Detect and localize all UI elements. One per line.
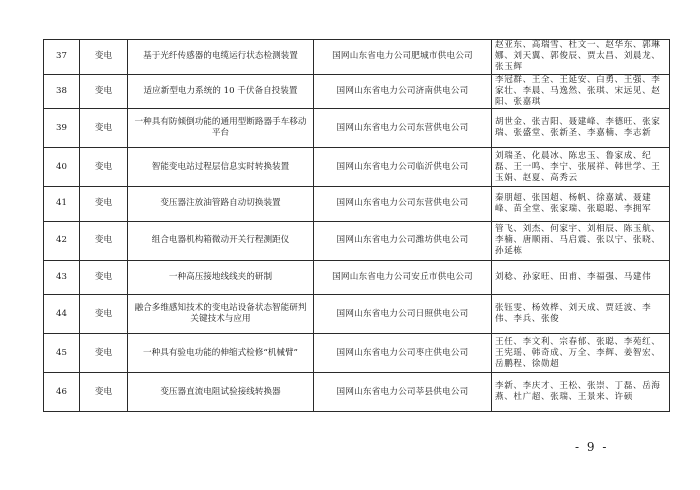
table-row [44,74,670,109]
row-unit: 国网山东省电力公司东营供电公司 [314,109,492,148]
row-title: 变压器直流电阻试验接线转换器 [128,373,314,412]
row-number: 46 [44,373,80,412]
row-people: 管飞、刘杰、何家宇、刘相辰、陈玉航、李楠、唐顺雨、马启震、张以宁、张晓、孙延栋 [492,221,670,260]
table-row [44,260,670,295]
row-number: 42 [44,221,80,260]
row-people: 刘稔、孙家旺、田甫、李福强、马建伟 [492,260,670,295]
row-number: 45 [44,334,80,373]
row-people: 赵亚东、高瑞雪、杜文一、赵华东、郭琳娜、刘天翼、郭俊辰、贾太昌、刘晨龙、张玉辉 [492,40,670,75]
row-major: 变电 [80,221,128,260]
row-major: 变电 [80,373,128,412]
row-major: 变电 [80,74,128,109]
row-people: 王任、李文利、宗春郁、张聪、李苑红、王宪瑶、韩奇成、万全、李辉、姜智宏、岳鹏程、徐勋超 [492,334,670,373]
row-number: 44 [44,295,80,334]
row-unit: 国网山东省电力公司临沂供电公司 [314,148,492,187]
row-major: 变电 [80,334,128,373]
row-people: 秦朋超、张国超、杨帆、徐嘉斌、聂建峰、苗全堂、张家瑞、张聪聪、李拥军 [492,187,670,222]
row-unit: 国网山东省电力公司济南供电公司 [314,74,492,109]
table-row [44,334,670,373]
table-body [44,40,670,412]
row-unit: 国网山东省电力公司莘县供电公司 [314,373,492,412]
row-number: 43 [44,260,80,295]
row-major: 变电 [80,295,128,334]
row-unit: 国网山东省电力公司潍坊供电公司 [314,221,492,260]
awards-table [43,39,670,412]
row-unit: 国网山东省电力公司肥城市供电公司 [314,40,492,75]
row-number: 37 [44,40,80,75]
row-people: 张钰雯、杨效桦、刘天成、贾廷波、李伟、李兵、张俊 [492,295,670,334]
row-title: 变压器注放油管路自动切换装置 [128,187,314,222]
row-title: 一种具有防倾倒功能的通用型断路器手车移动平台 [128,109,314,148]
table-row [44,148,670,187]
row-unit: 国网山东省电力公司安丘市供电公司 [314,260,492,295]
row-people: 李新、李庆才、王松、张崇、丁磊、岳海燕、杜广超、张瑞、王景来、许硕 [492,373,670,412]
table-row [44,109,670,148]
row-people: 刘瑞圣、化晨冰、陈忠玉、鲁家成、纪磊、王一鸣、李宁、张展祥、韩世学、王玉娟、赵夏、高秀云 [492,148,670,187]
row-number: 39 [44,109,80,148]
table-row [44,295,670,334]
row-major: 变电 [80,40,128,75]
row-major: 变电 [80,109,128,148]
row-title: 一种高压接地线线夹的研制 [128,260,314,295]
row-number: 41 [44,187,80,222]
table-row [44,221,670,260]
table-row [44,187,670,222]
row-major: 变电 [80,260,128,295]
row-number: 40 [44,148,80,187]
page-number: - 9 - [575,440,609,454]
row-people: 胡世金、张吉阳、聂建峰、李德旺、张家瑞、张盛堂、张新圣、李嘉楠、李志新 [492,109,670,148]
table-row [44,373,670,412]
row-title: 智能变电站过程层信息实时转换装置 [128,148,314,187]
row-people: 李冠群、王全、王延安、白勇、王强、李家壮、李晨、马逸然、张琪、宋远见、赵阳、张嘉琪 [492,74,670,109]
row-title: 组合电器机构箱微动开关行程测距仪 [128,221,314,260]
row-number: 38 [44,74,80,109]
row-unit: 国网山东省电力公司东营供电公司 [314,187,492,222]
row-title: 基于光纤传感器的电缆运行状态检测装置 [128,40,314,75]
row-unit: 国网山东省电力公司枣庄供电公司 [314,334,492,373]
row-major: 变电 [80,148,128,187]
row-unit: 国网山东省电力公司日照供电公司 [314,295,492,334]
row-title: 融合多维感知技术的变电站设备状态智能研判关键技术与应用 [128,295,314,334]
row-title: 适应新型电力系统的 10 千伏备自投装置 [128,74,314,109]
row-title: 一种具有验电功能的伸缩式检修“机械臂” [128,334,314,373]
row-major: 变电 [80,187,128,222]
table-row [44,40,670,75]
